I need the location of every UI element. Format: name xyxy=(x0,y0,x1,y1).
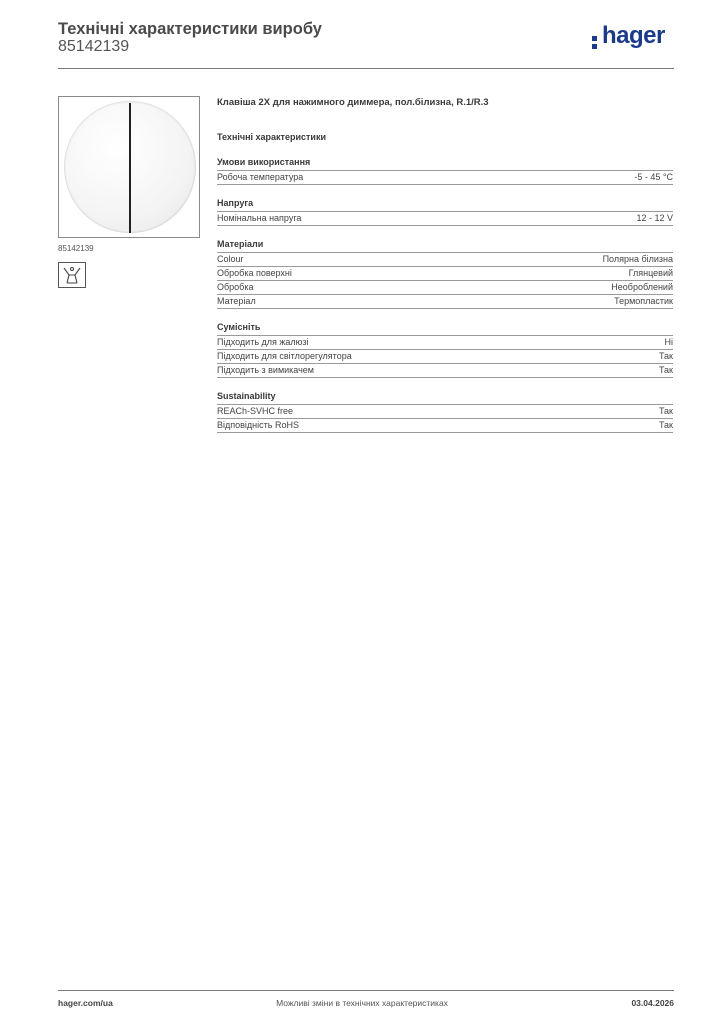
spec-row xyxy=(217,253,673,267)
spec-label: Підходить з вимикачем xyxy=(217,365,314,375)
product-image xyxy=(58,96,200,238)
spec-row xyxy=(217,419,673,433)
spec-row xyxy=(217,350,673,364)
section-title: Матеріали xyxy=(217,238,673,253)
logo-text: hager xyxy=(602,22,665,49)
spec-value: Так xyxy=(658,420,673,430)
spec-section xyxy=(217,238,673,309)
spec-row xyxy=(217,171,673,185)
spec-value: Так xyxy=(658,365,673,375)
spec-label: Colour xyxy=(217,254,244,264)
spec-value: -5 - 45 °C xyxy=(634,172,673,182)
spec-heading: Технічні характеристики xyxy=(217,132,326,142)
spec-value: 12 - 12 V xyxy=(636,213,673,223)
page-title: Технічні характеристики виробу xyxy=(58,20,322,38)
spec-value: Так xyxy=(658,406,673,416)
logo-dots-icon xyxy=(592,36,599,52)
spec-row xyxy=(217,405,673,419)
spec-label: Обробка поверхні xyxy=(217,268,292,278)
spec-value: Ні xyxy=(664,337,673,347)
section-title: Напруга xyxy=(217,197,673,212)
spec-value: Необроблений xyxy=(611,282,673,292)
spec-row xyxy=(217,281,673,295)
spec-label: Відповідність RoHS xyxy=(217,420,299,430)
spec-value: Термопластик xyxy=(614,296,673,306)
spec-section xyxy=(217,156,673,185)
spec-section xyxy=(217,197,673,226)
section-title: Умови використання xyxy=(217,156,673,171)
spec-row xyxy=(217,364,673,378)
section-title: Sustainability xyxy=(217,390,673,405)
spec-row xyxy=(217,295,673,309)
spec-value: Так xyxy=(658,351,673,361)
product-image-code: 85142139 xyxy=(58,244,94,253)
hager-logo xyxy=(592,22,674,56)
spec-label: Робоча температура xyxy=(217,172,304,182)
spec-label: Підходить для світлорегулятора xyxy=(217,351,352,361)
spec-label: Обробка xyxy=(217,282,254,292)
footer-divider xyxy=(58,990,674,991)
spec-row xyxy=(217,212,673,226)
footer-note: Можливі зміни в технічних характеристиках xyxy=(276,998,448,1008)
spec-row xyxy=(217,267,673,281)
product-code-header: 85142139 xyxy=(58,38,130,55)
spec-section xyxy=(217,321,673,378)
product-name: Клавіша 2X для нажимного диммера, пол.білизна, R.1/R.3 xyxy=(217,97,489,108)
dimmer-symbol-icon xyxy=(58,262,86,288)
footer-date: 03.04.2026 xyxy=(631,998,674,1008)
spec-row xyxy=(217,336,673,350)
header-divider xyxy=(58,68,674,69)
spec-value: Глянцевий xyxy=(628,268,673,278)
spec-label: Номінальна напруга xyxy=(217,213,302,223)
spec-label: Матеріал xyxy=(217,296,256,306)
switch-split-line xyxy=(129,103,131,233)
footer-website: hager.com/ua xyxy=(58,998,113,1008)
section-title: Сумісніть xyxy=(217,321,673,336)
spec-content xyxy=(217,96,673,433)
spec-section xyxy=(217,390,673,433)
spec-value: Полярна білизна xyxy=(602,254,673,264)
spec-label: REACh-SVHC free xyxy=(217,406,294,416)
spec-label: Підходить для жалюзі xyxy=(217,337,309,347)
